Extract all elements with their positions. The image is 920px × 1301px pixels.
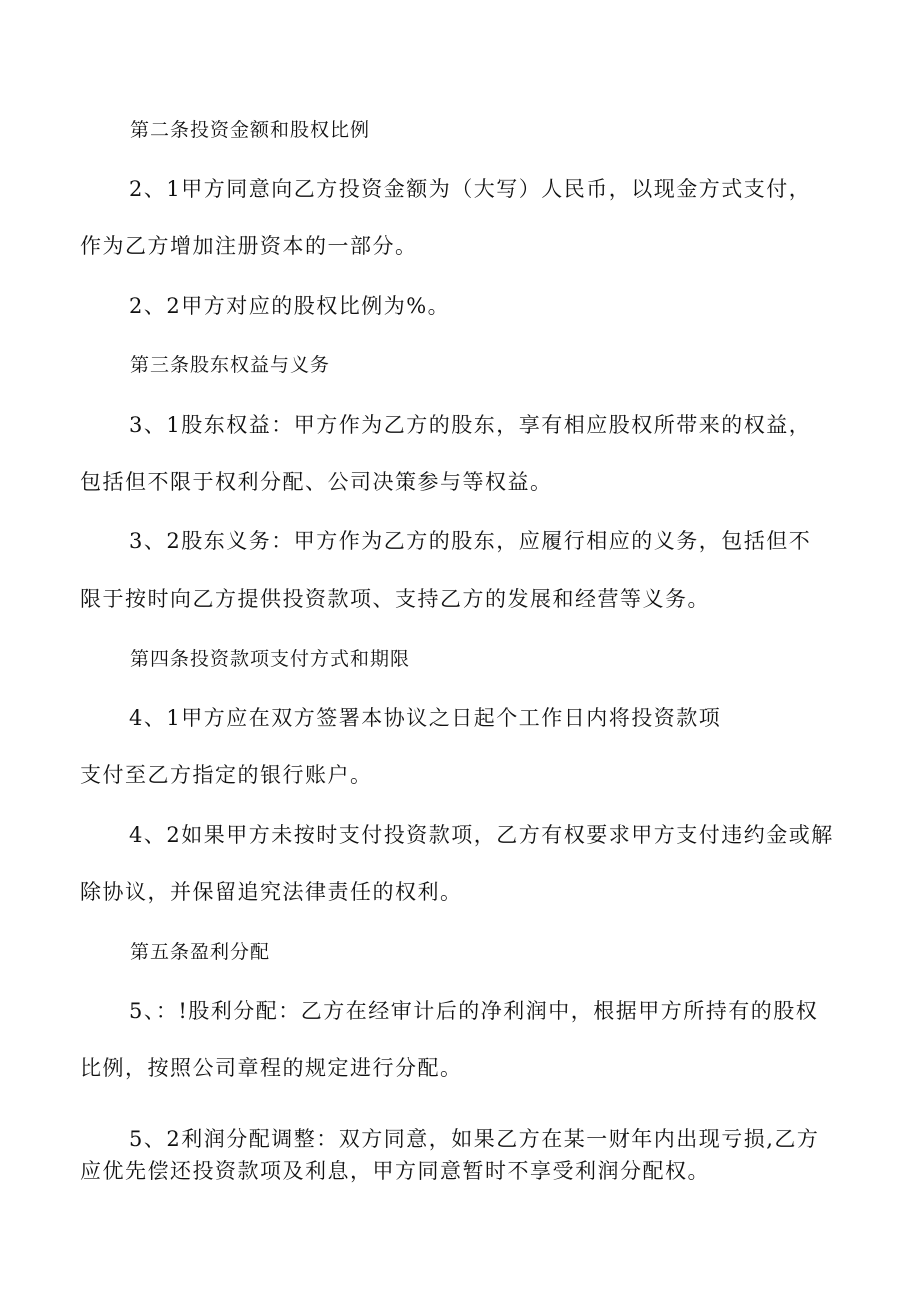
article-4-heading: 第四条投资款项支付方式和期限: [130, 648, 411, 670]
clause-5-1-line-1: 5、：!股利分配：乙方在经审计后的净利润中，根据甲方所持有的股权: [129, 999, 819, 1023]
clause-4-2-line-1: 4、2如果甲方未按时支付投资款项，乙方有权要求甲方支付违约金或解: [129, 823, 834, 847]
clause-4-2-line-2: 除协议，并保留追究法律责任的权利。: [80, 880, 463, 904]
article-2-heading: 第二条投资金额和股权比例: [130, 119, 371, 141]
clause-2-1-line-2: 作为乙方增加注册资本的一部分。: [80, 234, 418, 258]
clause-3-2-line-1: 3、2股东义务：甲方作为乙方的股东，应履行相应的义务，包括但不: [129, 529, 812, 553]
clause-5-2-line-2: 应优先偿还投资款项及利息，甲方同意暂时不享受利润分配权。: [80, 1159, 710, 1183]
clause-5-2-line-1: 5、2利润分配调整：双方同意，如果乙方在某一财年内出现亏损,乙方: [129, 1127, 820, 1151]
clause-5-1-line-2: 比例，按照公司章程的规定进行分配。: [80, 1056, 463, 1080]
clause-3-1-line-1: 3、1股东权益：甲方作为乙方的股东，享有相应股权所带来的权益，: [129, 413, 812, 437]
clause-2-1-line-1: 2、1甲方同意向乙方投资金额为（大写）人民币，以现金方式支付，: [129, 177, 812, 201]
clause-3-1-line-2: 包括但不限于权利分配、公司决策参与等权益。: [80, 470, 553, 494]
article-5-heading: 第五条盈利分配: [130, 941, 271, 963]
clause-3-2-line-2: 限于按时向乙方提供投资款项、支持乙方的发展和经营等义务。: [80, 587, 710, 611]
article-3-heading: 第三条股东权益与义务: [130, 354, 331, 376]
clause-2-2-line-1: 2、2甲方对应的股权比例为%。: [129, 294, 451, 318]
clause-4-1-line-1: 4、1甲方应在双方签署本协议之日起个工作日内将投资款项: [129, 706, 722, 730]
clause-4-1-line-2: 支付至乙方指定的银行账户。: [80, 763, 373, 787]
